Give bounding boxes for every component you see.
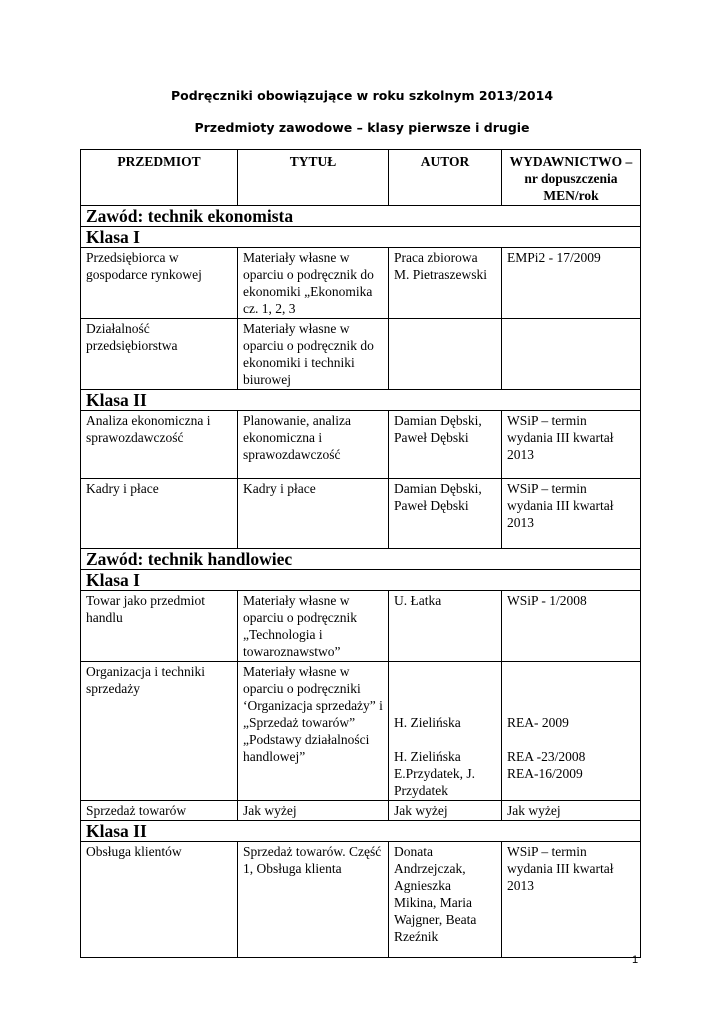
cell-author: Donata Andrzejczak, Agnieszka Mikina, Maria Wajgner, Beata Rzeźnik <box>389 842 502 958</box>
header-title: TYTUŁ <box>238 150 389 206</box>
section-row <box>81 390 641 411</box>
page-subtitle: Przedmioty zawodowe – klasy pierwsze i drugie <box>194 120 530 135</box>
section-class-2: Klasa II <box>81 390 641 411</box>
page-title: Podręczniki obowiązujące w roku szkolnym 2013/2014 <box>170 88 554 103</box>
cell-title: Jak wyżej <box>238 801 389 821</box>
table-header-row <box>81 150 641 206</box>
section-row <box>81 227 641 248</box>
cell-title: Kadry i płace <box>238 479 389 549</box>
table-row <box>81 842 641 958</box>
section-class-1: Klasa I <box>81 570 641 591</box>
cell-subject: Towar jako przedmiot handlu <box>81 591 238 662</box>
cell-subject: Przedsiębiorca w gospodarce rynkowej <box>81 248 238 319</box>
cell-publisher: REA- 2009 REA -23/2008 REA-16/2009 <box>502 662 641 801</box>
section-profession-merchant: Zawód: technik handlowiec <box>81 549 641 570</box>
page-number: 1 <box>632 954 639 966</box>
cell-publisher: Jak wyżej <box>502 801 641 821</box>
cell-title: Materiały własne w oparciu o podręcznik do ekonomiki i techniki biurowej <box>238 319 389 390</box>
table-row <box>81 411 641 479</box>
cell-title: Materiały własne w oparciu o podręczniki ‘Organizacja sprzedaży” i „Sprzedaż towarów” „Podstawy działalności handlowej” <box>238 662 389 801</box>
cell-subject: Organizacja i techniki sprzedaży <box>81 662 238 801</box>
table-row <box>81 662 641 801</box>
cell-publisher: WSiP – termin wydania III kwartał 2013 <box>502 842 641 958</box>
textbook-table <box>80 149 641 958</box>
cell-author <box>389 319 502 390</box>
cell-publisher: WSiP – termin wydania III kwartał 2013 <box>502 411 641 479</box>
cell-author: H. Zielińska H. Zielińska E.Przydatek, J. Przydatek <box>389 662 502 801</box>
table-row <box>81 801 641 821</box>
section-class-1: Klasa I <box>81 227 641 248</box>
cell-subject: Sprzedaż towarów <box>81 801 238 821</box>
cell-publisher: EMPi2 - 17/2009 <box>502 248 641 319</box>
section-row <box>81 206 641 227</box>
section-row <box>81 821 641 842</box>
cell-subject: Kadry i płace <box>81 479 238 549</box>
cell-subject: Obsługa klientów <box>81 842 238 958</box>
cell-publisher <box>502 319 641 390</box>
section-row <box>81 549 641 570</box>
cell-author: U. Łatka <box>389 591 502 662</box>
header-subject: PRZEDMIOT <box>81 150 238 206</box>
cell-publisher: WSiP – termin wydania III kwartał 2013 <box>502 479 641 549</box>
table-row <box>81 319 641 390</box>
cell-subject: Działalność przedsiębiorstwa <box>81 319 238 390</box>
cell-subject: Analiza ekonomiczna i sprawozdawczość <box>81 411 238 479</box>
header-publisher: WYDAWNICTWO –nr dopuszczenia MEN/rok <box>502 150 641 206</box>
cell-publisher: WSiP - 1/2008 <box>502 591 641 662</box>
cell-author: Damian Dębski, Paweł Dębski <box>389 411 502 479</box>
header-author: AUTOR <box>389 150 502 206</box>
cell-title: Planowanie, analiza ekonomiczna i sprawozdawczość <box>238 411 389 479</box>
cell-title: Materiały własne w oparciu o podręcznik do ekonomiki „Ekonomika cz. 1, 2, 3 <box>238 248 389 319</box>
cell-author: Damian Dębski, Paweł Dębski <box>389 479 502 549</box>
table-row <box>81 479 641 549</box>
cell-author: Jak wyżej <box>389 801 502 821</box>
table-row <box>81 248 641 319</box>
cell-title: Sprzedaż towarów. Część 1, Obsługa klienta <box>238 842 389 958</box>
cell-author: Praca zbiorowa M. Pietraszewski <box>389 248 502 319</box>
section-profession-economist: Zawód: technik ekonomista <box>81 206 641 227</box>
table-row <box>81 591 641 662</box>
cell-title: Materiały własne w oparciu o podręcznik „Technologia i towaroznawstwo” <box>238 591 389 662</box>
section-row <box>81 570 641 591</box>
section-class-2: Klasa II <box>81 821 641 842</box>
